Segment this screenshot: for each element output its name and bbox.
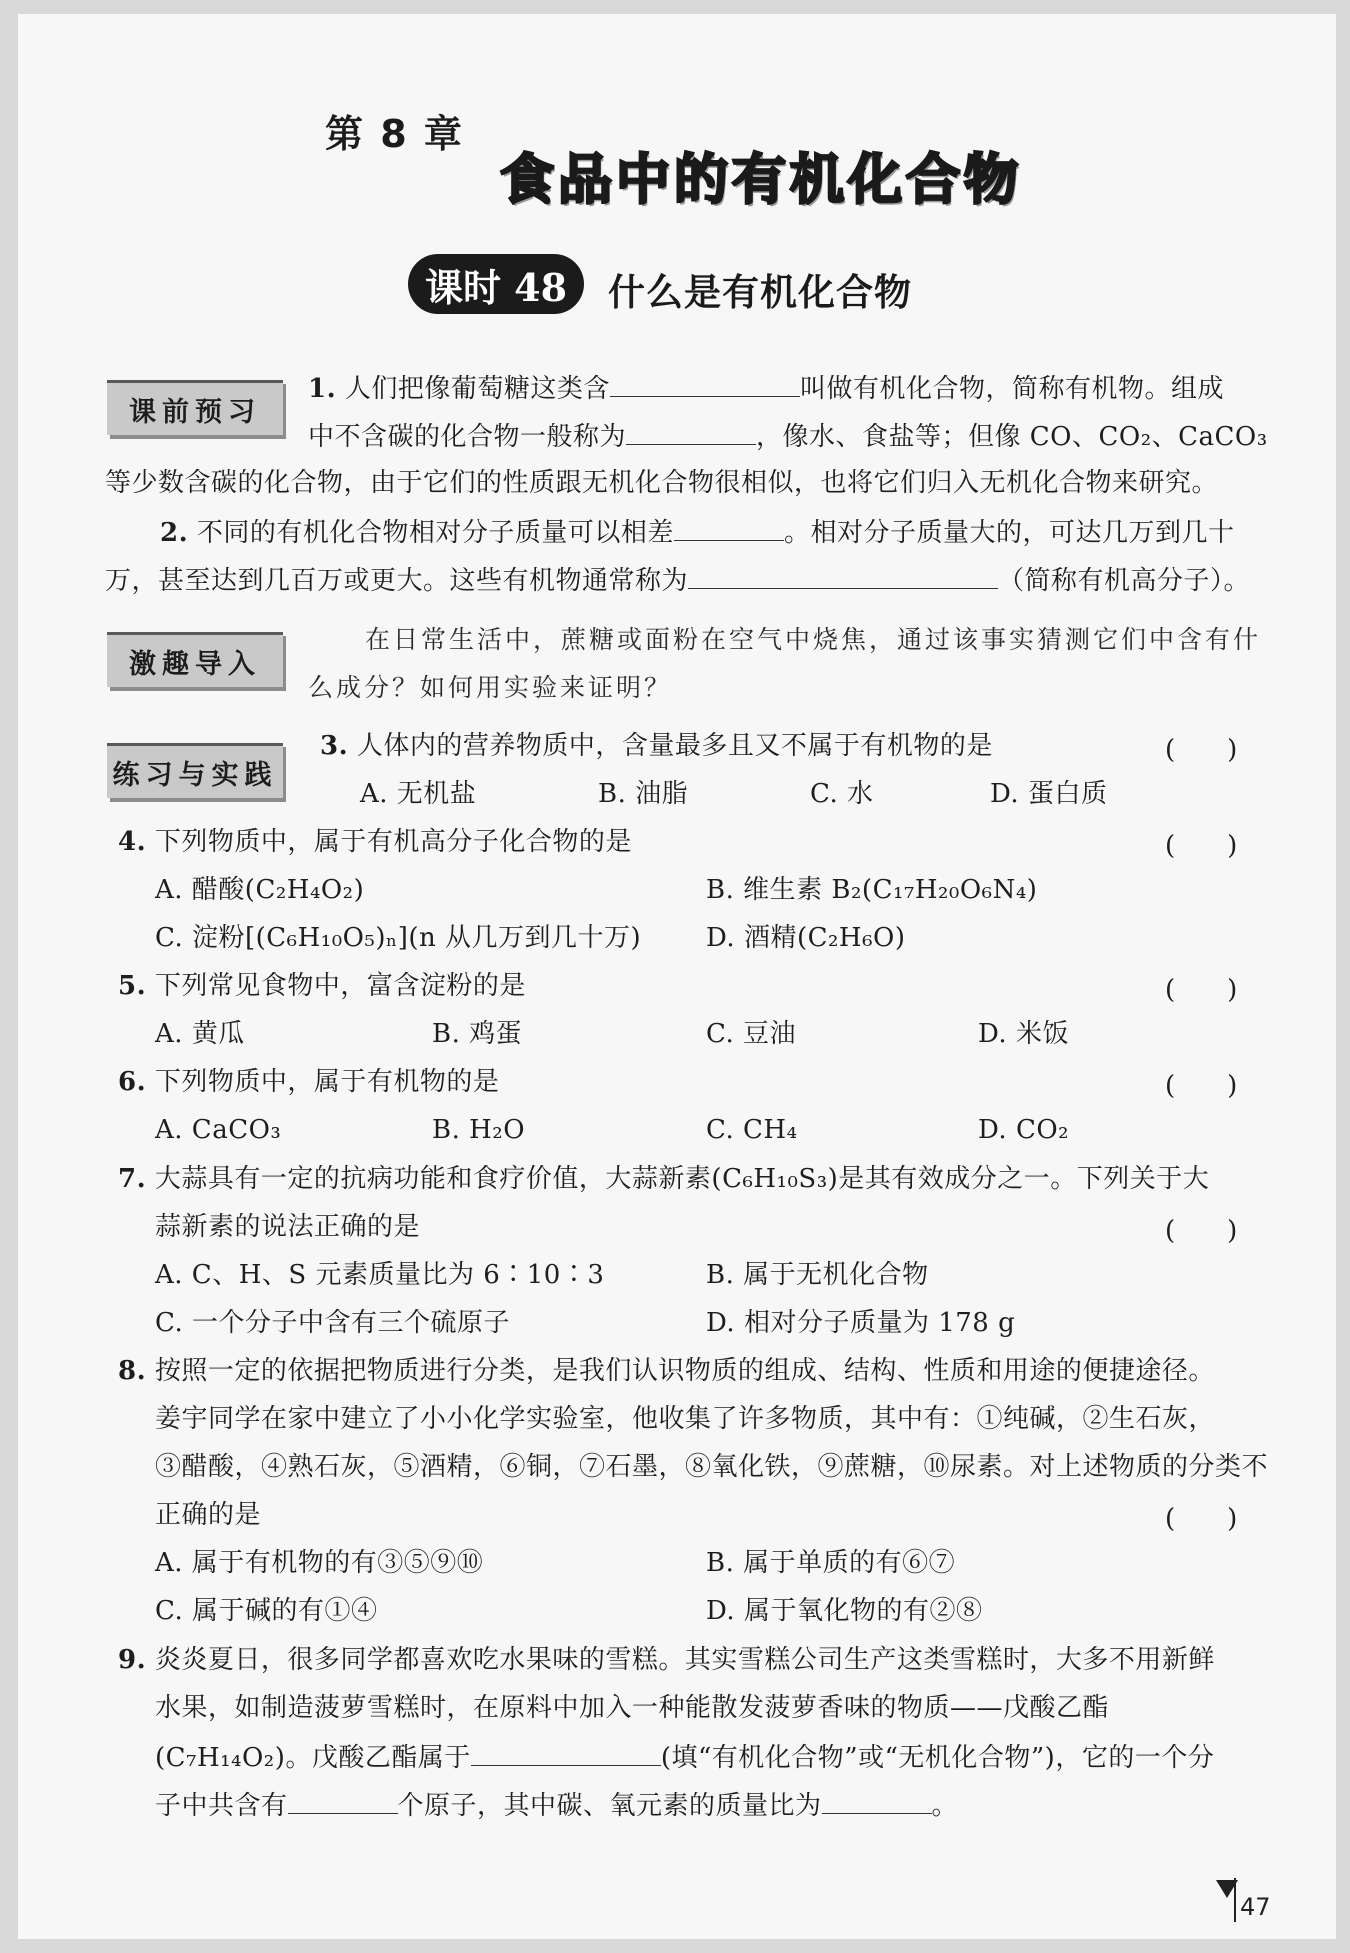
text: 子中共含有 (155, 1791, 288, 1821)
q1-line3: 等少数含碳的化合物，由于它们的性质跟无机化合物很相似，也将它们归入无机化合物来研究。 (105, 468, 1219, 498)
text: 。相对分子质量大的，可达几万到几十 (783, 518, 1235, 548)
text: 个原子，其中碳、氧元素的质量比为 (397, 1791, 822, 1821)
q1-line1 (308, 370, 1224, 406)
q8-option-b[interactable]: B. 属于单质的有⑥⑦ (706, 1548, 956, 1578)
q7-option-a[interactable]: A. C、H、S 元素质量比为 6∶10∶3 (155, 1260, 605, 1290)
section-badge-interest: 激趣导入 (107, 632, 283, 687)
answer-paren[interactable]: ( ) (1165, 735, 1238, 765)
lesson-badge: 课时 48 (408, 254, 584, 314)
text: 下列常见食物中，富含淀粉的是 (154, 971, 526, 1001)
q4-stem (118, 825, 632, 859)
answer-paren[interactable]: ( ) (1165, 1071, 1238, 1101)
q3-option-b[interactable]: B. 油脂 (598, 779, 689, 809)
question-number: 1. (308, 374, 337, 404)
text: 下列物质中，属于有机高分子化合物的是 (154, 827, 632, 857)
q6-option-d[interactable]: D. CO₂ (978, 1115, 1070, 1145)
q7-stem-line2: 蒜新素的说法正确的是 (155, 1212, 421, 1242)
question-number: 6. (118, 1067, 147, 1097)
q8-stem-line2: 姜宇同学在家中建立了小小化学实验室，他收集了许多物质，其中有：①纯碱，②生石灰， (155, 1404, 1216, 1434)
answer-paren[interactable]: ( ) (1165, 1216, 1238, 1246)
text: 万，甚至达到几百万或更大。这些有机物通常称为 (105, 566, 689, 596)
question-number: 8. (118, 1356, 147, 1386)
text: 炎炎夏日，很多同学都喜欢吃水果味的雪糕。其实雪糕公司生产这类雪糕时，大多不用新鲜 (154, 1645, 1215, 1675)
text: 下列物质中，属于有机物的是 (154, 1067, 500, 1097)
question-number: 4. (118, 827, 147, 857)
answer-paren[interactable]: ( ) (1165, 831, 1238, 861)
answer-blank[interactable] (822, 1787, 932, 1814)
lesson-title: 什么是有机化合物 (608, 271, 912, 314)
q4-option-c[interactable]: C. 淀粉[(C₆H₁₀O₅)ₙ](n 从几万到几十万) (155, 923, 642, 953)
q8-option-d[interactable]: D. 属于氧化物的有②⑧ (706, 1596, 983, 1626)
text: 人们把像葡萄糖这类含 (344, 374, 610, 404)
q8-stem-line4: 正确的是 (155, 1500, 262, 1530)
section-badge-practice: 练习与实践 (107, 743, 283, 798)
q5-option-a[interactable]: A. 黄瓜 (155, 1019, 245, 1049)
q2-line2 (105, 562, 1250, 598)
answer-paren[interactable]: ( ) (1165, 1504, 1238, 1534)
text: (C₇H₁₄O₂)。戊酸乙酯属于 (155, 1743, 471, 1773)
q2-line1 (160, 514, 1234, 550)
q4-option-d[interactable]: D. 酒精(C₂H₆O) (706, 923, 906, 953)
question-number: 2. (160, 518, 189, 548)
text: (填“有机化合物”或“无机化合物”)，它的一个分 (660, 1743, 1215, 1773)
q6-option-b[interactable]: B. H₂O (432, 1115, 526, 1145)
q4-option-b[interactable]: B. 维生素 B₂(C₁₇H₂₀O₆N₄) (706, 875, 1038, 905)
q5-option-b[interactable]: B. 鸡蛋 (432, 1019, 523, 1049)
page-marker-divider (1234, 1878, 1236, 1922)
interest-line2: 么成分？如何用实验来证明？ (308, 673, 673, 702)
answer-blank[interactable] (471, 1739, 661, 1766)
q9-line1 (118, 1643, 1215, 1677)
q5-option-d[interactable]: D. 米饭 (978, 1019, 1069, 1049)
q7-option-c[interactable]: C. 一个分子中含有三个硫原子 (155, 1308, 510, 1338)
question-number: 9. (118, 1645, 147, 1675)
q7-option-d[interactable]: D. 相对分子质量为 178 g (706, 1308, 1016, 1338)
q7-stem-line1 (118, 1162, 1209, 1196)
q8-stem-line1 (118, 1354, 1215, 1388)
q6-option-c[interactable]: C. CH₄ (706, 1115, 798, 1145)
text: （简称有机高分子）。 (998, 566, 1251, 596)
section-badge-preview: 课前预习 (107, 380, 283, 435)
q6-stem (118, 1065, 499, 1099)
q1-line2 (308, 418, 1268, 454)
answer-paren[interactable]: ( ) (1165, 975, 1238, 1005)
chapter-number: 第 8 章 (325, 112, 464, 156)
q9-line3 (155, 1739, 1214, 1775)
q9-line2: 水果，如制造菠萝雪糕时，在原料中加入一种能散发菠萝香味的物质——戊酸乙酯 (155, 1693, 1110, 1723)
text: 叫做有机化合物，简称有机物。组成 (799, 374, 1224, 404)
page-number: 47 (1240, 1893, 1271, 1921)
chapter-title: 食品中的有机化合物 (500, 148, 1022, 211)
q8-option-a[interactable]: A. 属于有机物的有③⑤⑨⑩ (155, 1548, 484, 1578)
question-number: 3. (320, 731, 349, 761)
text: 不同的有机化合物相对分子质量可以相差 (196, 518, 674, 548)
text: 。 (931, 1791, 959, 1821)
text: 按照一定的依据把物质进行分类，是我们认识物质的组成、结构、性质和用途的便捷途径。 (154, 1356, 1215, 1386)
answer-blank[interactable] (610, 370, 800, 397)
q5-option-c[interactable]: C. 豆油 (706, 1019, 796, 1049)
answer-blank[interactable] (688, 562, 998, 589)
q7-option-b[interactable]: B. 属于无机化合物 (706, 1260, 929, 1290)
answer-blank[interactable] (288, 1787, 398, 1814)
q3-option-c[interactable]: C. 水 (810, 779, 874, 809)
q9-line4 (155, 1787, 958, 1823)
question-number: 5. (118, 971, 147, 1001)
question-number: 7. (118, 1164, 147, 1194)
text: 中不含碳的化合物一般称为 (308, 422, 627, 452)
text: 大蒜具有一定的抗病功能和食疗价值，大蒜新素(C₆H₁₀S₃)是其有效成分之一。下列关于大 (154, 1164, 1210, 1194)
answer-blank[interactable] (626, 418, 756, 445)
interest-line1: 在日常生活中，蔗糖或面粉在空气中烧焦，通过该事实猜测它们中含有什 (365, 625, 1262, 654)
q3-option-d[interactable]: D. 蛋白质 (990, 779, 1108, 809)
answer-blank[interactable] (674, 514, 784, 541)
q6-option-a[interactable]: A. CaCO₃ (155, 1115, 282, 1145)
q3-stem (320, 729, 993, 763)
q8-option-c[interactable]: C. 属于碱的有①④ (155, 1596, 378, 1626)
text: 人体内的营养物质中，含量最多且又不属于有机物的是 (356, 731, 993, 761)
q8-stem-line3: ③醋酸，④熟石灰，⑤酒精，⑥铜，⑦石墨，⑧氧化铁，⑨蔗糖，⑩尿素。对上述物质的分类不 (155, 1452, 1269, 1482)
text: ，像水、食盐等；但像 CO、CO₂、CaCO₃ (756, 422, 1268, 452)
q5-stem (118, 969, 526, 1003)
q3-option-a[interactable]: A. 无机盐 (360, 779, 477, 809)
q4-option-a[interactable]: A. 醋酸(C₂H₄O₂) (155, 875, 365, 905)
